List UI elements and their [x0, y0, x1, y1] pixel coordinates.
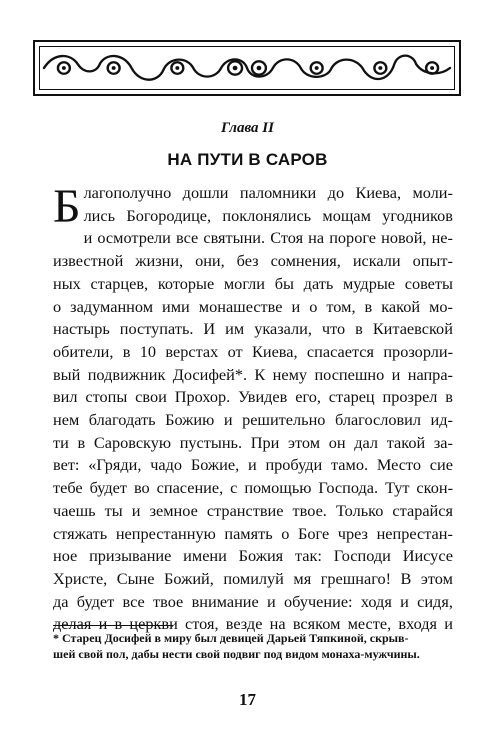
text-line: вый подвижник Досифей*. К нему поспешно и напра- [53, 364, 453, 384]
text-line: обители, в 10 верстах от Киева, спасается прозорли- [53, 341, 453, 361]
text-line: чаешь ты и земное странствие твое. Только старайся [53, 500, 453, 520]
scroll-ornament-icon [40, 47, 454, 89]
text-line: ти в Саровскую пустынь. При этом он дал такой за- [53, 432, 453, 452]
chapter-label: Глава II [221, 120, 274, 136]
footnote-divider [53, 625, 173, 626]
text-line: да будет все твое внимание и обучение: ходя и сидя, [53, 591, 453, 611]
text-line: Христе, Сыне Божий, помилуй мя грешнаго! В этом [53, 568, 453, 588]
footnote [53, 630, 453, 662]
text-line: лагополучно дошли паломники до Киева, моли- [83, 183, 453, 202]
text-line: ное призывание имени Божия так: Господи Иисусе [53, 546, 453, 566]
footnote-line: * Старец Досифей в миру был девицей Дарьей Тяпкиной, скрыв- [53, 631, 409, 645]
text-line: настырь поступать. И им указали, что в Китаевской [53, 319, 453, 339]
text-line: известной жизни, они, без сомнения, искали опыт- [53, 251, 453, 271]
page-number: 17 [239, 690, 256, 709]
text-line: лись Богородице, поклонялись мощам угодников [83, 205, 453, 225]
paragraph [53, 182, 453, 636]
drop-cap-letter: Б [53, 180, 81, 233]
text-line: вет: «Гряди, чадо Божие, и пробуди тамо. Место сие [53, 455, 453, 475]
footnote-line: шей свой пол, дабы нести свой подвиг под видом монаха-мужчины. [53, 647, 420, 661]
ornament-frame [39, 46, 455, 90]
text-line: о задуманном ими монашестве и о том, в какой мо- [53, 296, 453, 316]
text-line: делая и в церкви стоя, везде на всяком месте, входя и [53, 614, 453, 634]
chapter-title: НА ПУТИ В САРОВ [167, 150, 328, 169]
body-text [53, 182, 453, 636]
ornamental-header-band [33, 40, 461, 96]
text-line: нем благодать Божию и решительно благословил ид- [53, 410, 453, 430]
text-line: стяжать непрестанную память о Боге чрез непрестан- [53, 523, 453, 543]
text-line: и осмотрели все святыни. Стоя на пороге новой, не- [83, 228, 453, 248]
text-line: тебе будет во спасение, с помощью Господа. Тут скон- [53, 478, 453, 498]
text-line: вил стопы свои Прохор. Увидев его, старец прозрел в [53, 387, 453, 407]
text-line: ных старцев, которые могли бы дать мудрые советы [53, 273, 453, 293]
